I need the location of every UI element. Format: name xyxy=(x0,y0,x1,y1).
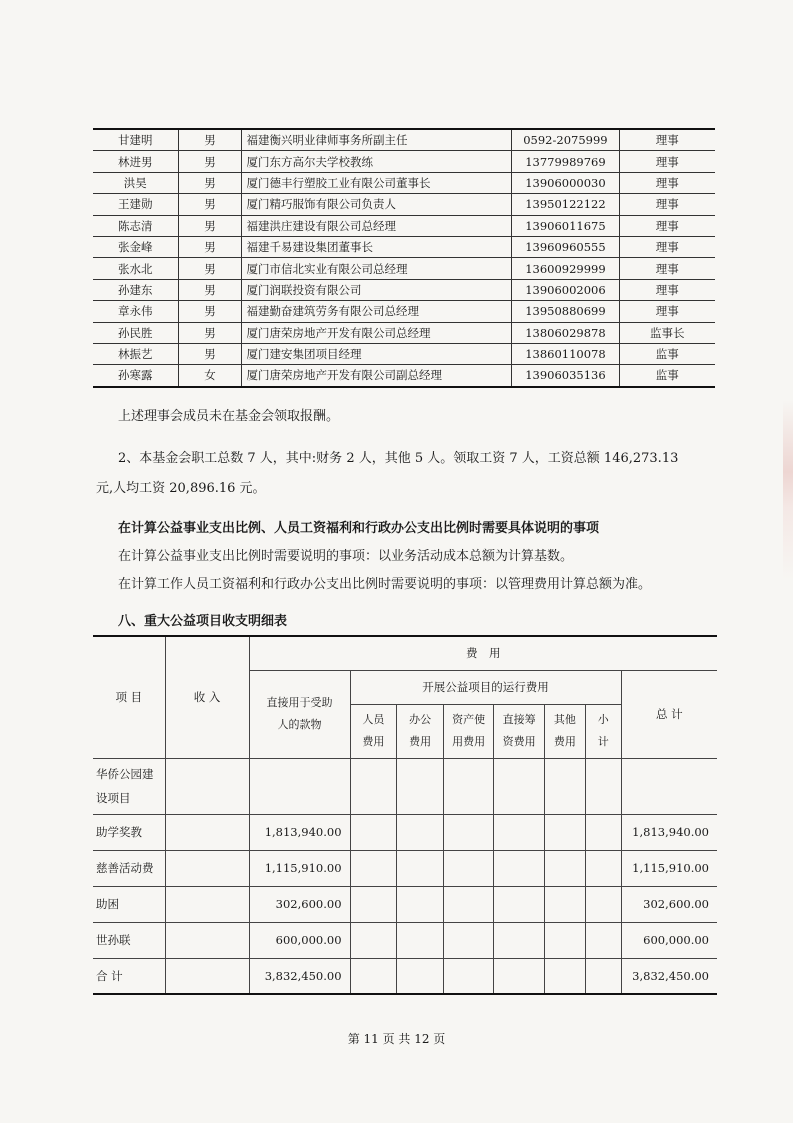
staff-count-line2: 元,人均工资 20,896.16 元。 xyxy=(96,481,266,496)
member-sex: 男 xyxy=(178,215,242,236)
project-name: 华侨公园建 设项目 xyxy=(93,758,165,814)
member-sex: 男 xyxy=(178,236,242,257)
project-running-cell xyxy=(494,886,544,922)
no-remuneration-note: 上述理事会成员未在基金会领取报酬。 xyxy=(118,409,340,424)
project-total: 1,115,910.00 xyxy=(621,850,717,886)
member-org: 厦门精巧服饰有限公司负责人 xyxy=(242,194,512,215)
header-subtotal: 小 计 xyxy=(585,704,621,758)
major-projects-table xyxy=(93,635,717,995)
staff-count-line1: 2、本基金会职工总数 7 人，其中:财务 2 人，其他 5 人。领取工资 7 人，工资总额 146,273.13 xyxy=(118,451,679,466)
member-row xyxy=(93,194,715,215)
project-direct: 1,813,940.00 xyxy=(249,814,350,850)
header-staff: 人员 费用 xyxy=(350,704,397,758)
project-income xyxy=(165,758,249,814)
member-row xyxy=(93,279,715,300)
project-total: 302,600.00 xyxy=(621,886,717,922)
project-running-cell xyxy=(350,850,397,886)
project-running-cell xyxy=(494,922,544,958)
member-role: 理事 xyxy=(619,258,715,279)
project-name: 慈善活动费 xyxy=(93,850,165,886)
project-running-cell xyxy=(494,814,544,850)
member-row xyxy=(93,129,715,151)
project-income xyxy=(165,814,249,850)
member-role: 理事 xyxy=(619,236,715,257)
project-direct: 600,000.00 xyxy=(249,922,350,958)
header-item: 项 目 xyxy=(93,636,165,758)
project-running-cell xyxy=(494,850,544,886)
project-running-cell xyxy=(443,958,493,994)
project-running-cell xyxy=(585,758,621,814)
member-org: 福建勤奋建筑劳务有限公司总经理 xyxy=(242,301,512,322)
project-running-cell xyxy=(544,814,585,850)
project-running-cell xyxy=(350,758,397,814)
member-role: 理事 xyxy=(619,301,715,322)
member-role: 监事 xyxy=(619,343,715,364)
member-sex: 男 xyxy=(178,279,242,300)
member-phone: 13950122122 xyxy=(512,194,619,215)
header-fundraising: 直接筹 资费用 xyxy=(494,704,544,758)
member-name: 张金峰 xyxy=(93,236,178,257)
project-income xyxy=(165,886,249,922)
header-fee: 费 用 xyxy=(249,636,717,670)
member-sex: 男 xyxy=(178,194,242,215)
member-row xyxy=(93,258,715,279)
project-row xyxy=(93,758,717,814)
member-sex: 女 xyxy=(178,365,242,387)
member-sex: 男 xyxy=(178,172,242,193)
project-name: 助学奖教 xyxy=(93,814,165,850)
member-row xyxy=(93,365,715,387)
member-role: 理事 xyxy=(619,194,715,215)
member-name: 王建勋 xyxy=(93,194,178,215)
project-direct: 1,115,910.00 xyxy=(249,850,350,886)
member-org: 福建衡兴明业律师事务所副主任 xyxy=(242,129,512,151)
project-total: 600,000.00 xyxy=(621,922,717,958)
header-running: 开展公益项目的运行费用 xyxy=(350,670,621,704)
project-running-cell xyxy=(397,850,444,886)
member-role: 理事 xyxy=(619,215,715,236)
project-running-cell xyxy=(350,922,397,958)
member-sex: 男 xyxy=(178,301,242,322)
member-name: 林进男 xyxy=(93,151,178,172)
member-phone: 13906011675 xyxy=(512,215,619,236)
member-org: 厦门德丰行塑胶工业有限公司董事长 xyxy=(242,172,512,193)
member-role: 理事 xyxy=(619,151,715,172)
project-running-cell xyxy=(397,886,444,922)
member-phone: 13860110078 xyxy=(512,343,619,364)
member-role: 理事 xyxy=(619,172,715,193)
project-name: 合 计 xyxy=(93,958,165,994)
project-running-cell xyxy=(397,922,444,958)
member-name: 章永伟 xyxy=(93,301,178,322)
member-row xyxy=(93,343,715,364)
project-running-cell xyxy=(443,886,493,922)
member-row xyxy=(93,215,715,236)
member-role: 监事 xyxy=(619,365,715,387)
project-income xyxy=(165,922,249,958)
header-total: 总 计 xyxy=(621,670,717,758)
project-name: 助困 xyxy=(93,886,165,922)
member-row xyxy=(93,172,715,193)
project-row xyxy=(93,886,717,922)
member-org: 厦门唐荣房地产开发有限公司总经理 xyxy=(242,322,512,343)
project-direct: 302,600.00 xyxy=(249,886,350,922)
member-org: 厦门东方高尔夫学校教练 xyxy=(242,151,512,172)
member-phone: 13779989769 xyxy=(512,151,619,172)
member-org: 厦门市信北实业有限公司总经理 xyxy=(242,258,512,279)
project-running-cell xyxy=(350,814,397,850)
member-name: 陈志清 xyxy=(93,215,178,236)
member-role: 监事长 xyxy=(619,322,715,343)
member-row xyxy=(93,301,715,322)
board-members-table xyxy=(93,128,715,388)
member-row xyxy=(93,236,715,257)
project-income xyxy=(165,958,249,994)
header-asset: 资产使 用费用 xyxy=(443,704,493,758)
header-income: 收 入 xyxy=(165,636,249,758)
page-number: 第 11 页 共 12 页 xyxy=(347,1032,446,1046)
member-name: 林振艺 xyxy=(93,343,178,364)
member-name: 孙寒露 xyxy=(93,365,178,387)
member-phone: 0592-2075999 xyxy=(512,129,619,151)
member-sex: 男 xyxy=(178,151,242,172)
project-row xyxy=(93,814,717,850)
project-running-cell xyxy=(544,958,585,994)
project-running-cell xyxy=(544,886,585,922)
member-name: 张水北 xyxy=(93,258,178,279)
project-running-cell xyxy=(585,958,621,994)
project-row xyxy=(93,958,717,994)
member-name: 洪昊 xyxy=(93,172,178,193)
project-running-cell xyxy=(397,758,444,814)
member-sex: 男 xyxy=(178,343,242,364)
project-total: 3,832,450.00 xyxy=(621,958,717,994)
member-role: 理事 xyxy=(619,279,715,300)
ratio-section-heading: 在计算公益事业支出比例、人员工资福利和行政办公支出比例时需要具体说明的事项 xyxy=(118,521,600,536)
member-sex: 男 xyxy=(178,129,242,151)
stamp-edge xyxy=(783,400,793,580)
project-running-cell xyxy=(494,958,544,994)
ratio-note-2: 在计算工作人员工资福利和行政办公支出比例时需要说明的事项：以管理费用计算总额为准。 xyxy=(118,577,652,592)
project-running-cell xyxy=(443,850,493,886)
projects-section-heading: 八、重大公益项目收支明细表 xyxy=(118,614,288,629)
member-phone: 13806029878 xyxy=(512,322,619,343)
member-org: 厦门建安集团项目经理 xyxy=(242,343,512,364)
project-running-cell xyxy=(397,814,444,850)
member-org: 厦门唐荣房地产开发有限公司副总经理 xyxy=(242,365,512,387)
member-phone: 13950880699 xyxy=(512,301,619,322)
project-name: 世孙联 xyxy=(93,922,165,958)
member-name: 孙民胜 xyxy=(93,322,178,343)
project-running-cell xyxy=(443,758,493,814)
header-direct: 直接用于受助 人的款物 xyxy=(249,670,350,758)
project-direct: 3,832,450.00 xyxy=(249,958,350,994)
project-running-cell xyxy=(585,886,621,922)
member-role: 理事 xyxy=(619,129,715,151)
member-org: 福建千易建设集团董事长 xyxy=(242,236,512,257)
project-row xyxy=(93,922,717,958)
project-running-cell xyxy=(443,922,493,958)
project-total xyxy=(621,758,717,814)
member-row xyxy=(93,151,715,172)
member-sex: 男 xyxy=(178,258,242,279)
project-running-cell xyxy=(544,758,585,814)
project-row xyxy=(93,850,717,886)
project-income xyxy=(165,850,249,886)
header-office: 办公 费用 xyxy=(397,704,444,758)
project-running-cell xyxy=(544,922,585,958)
project-running-cell xyxy=(350,958,397,994)
member-phone: 13906035136 xyxy=(512,365,619,387)
project-running-cell xyxy=(494,758,544,814)
member-row xyxy=(93,322,715,343)
project-running-cell xyxy=(443,814,493,850)
member-phone: 13906002006 xyxy=(512,279,619,300)
project-running-cell xyxy=(585,922,621,958)
member-phone: 13600929999 xyxy=(512,258,619,279)
member-name: 甘建明 xyxy=(93,129,178,151)
member-phone: 13906000030 xyxy=(512,172,619,193)
member-name: 孙建东 xyxy=(93,279,178,300)
member-org: 福建洪庄建设有限公司总经理 xyxy=(242,215,512,236)
project-running-cell xyxy=(544,850,585,886)
project-direct xyxy=(249,758,350,814)
project-running-cell xyxy=(585,814,621,850)
member-org: 厦门润联投资有限公司 xyxy=(242,279,512,300)
header-other: 其他 费用 xyxy=(544,704,585,758)
project-total: 1,813,940.00 xyxy=(621,814,717,850)
member-phone: 13960960555 xyxy=(512,236,619,257)
member-sex: 男 xyxy=(178,322,242,343)
project-running-cell xyxy=(397,958,444,994)
project-running-cell xyxy=(350,886,397,922)
project-running-cell xyxy=(585,850,621,886)
ratio-note-1: 在计算公益事业支出比例时需要说明的事项：以业务活动成本总额为计算基数。 xyxy=(118,549,574,564)
